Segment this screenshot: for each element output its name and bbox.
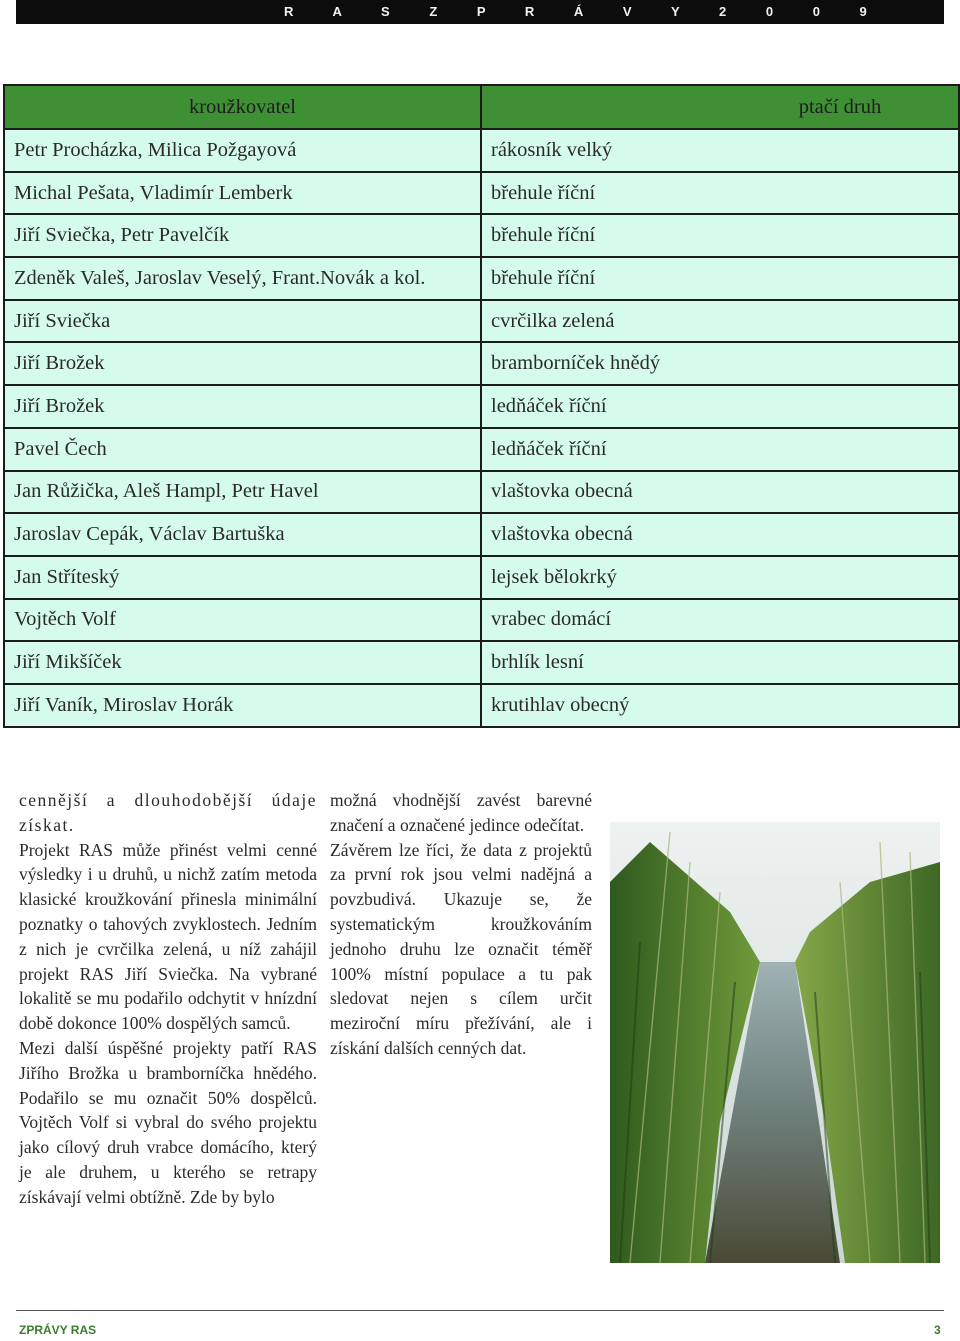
table-row	[4, 556, 959, 599]
paragraph: cennější a dlouhodobější údaje získat.	[19, 790, 317, 835]
ringer-cell: Jan Růžička, Aleš Hampl, Petr Havel	[4, 471, 481, 514]
paragraph: možná vhodnější zavést barevné značení a označené jedince odečítat.	[330, 790, 592, 835]
species-cell: brhlík lesní	[481, 641, 959, 684]
ringer-cell: Jaroslav Cepák, Václav Bartuška	[4, 513, 481, 556]
table-header-row	[4, 85, 959, 129]
table-row	[4, 599, 959, 642]
table-row	[4, 342, 959, 385]
table-row	[4, 471, 959, 514]
species-cell: bramborníček hnědý	[481, 342, 959, 385]
ringer-cell: Jiří Vaník, Miroslav Horák	[4, 684, 481, 727]
species-cell: vlaštovka obecná	[481, 513, 959, 556]
table-row	[4, 300, 959, 343]
reed-bed-photo	[610, 822, 940, 1263]
ringer-cell: Jiří Mikšíček	[4, 641, 481, 684]
species-cell: břehule říční	[481, 257, 959, 300]
ringer-cell: Zdeněk Valeš, Jaroslav Veselý, Frant.Novák a kol.	[4, 257, 481, 300]
species-cell: rákosník velký	[481, 129, 959, 172]
page-number: 3	[934, 1323, 941, 1337]
table-row	[4, 129, 959, 172]
ringer-cell: Petr Procházka, Milica Požgayová	[4, 129, 481, 172]
paragraph: Závěrem lze říci, že data z projektů za první rok jsou velmi nadějná a povzbudivá. Ukazuje se, že systematickým kroužkováním jednoho druhu lze označit téměř 100% místní populace a tu pak sledovat nejen s cílem určit meziroční míru přežívání, ale i získání dalších cenných dat.	[330, 839, 592, 1058]
ringer-cell: Jiří Brožek	[4, 385, 481, 428]
ringer-cell: Jiří Sviečka	[4, 300, 481, 343]
paragraph: Mezi další úspěšné projekty patří RAS Jiřího Brožka u bramborníčka hnědého. Podařilo se mu označit 50% dospělců. Vojtěch Volf si vybral do svého projektu jako cílový druh vrabce domácího, který je ale druhem, u kterého se retrapy získávají velmi obtížně. Zde by bylo	[19, 1037, 317, 1207]
ringer-cell: Jan Stříteský	[4, 556, 481, 599]
species-cell: vrabec domácí	[481, 599, 959, 642]
species-cell: cvrčilka zelená	[481, 300, 959, 343]
table-row	[4, 257, 959, 300]
species-cell: břehule říční	[481, 172, 959, 215]
article-column-2	[330, 788, 592, 1061]
ringer-cell: Jiří Brožek	[4, 342, 481, 385]
table-row	[4, 172, 959, 215]
header-ringer: kroužkovatel	[4, 85, 481, 129]
running-header: R A S Z P R Á V Y 2 0 0 9	[16, 0, 944, 24]
species-cell: krutihlav obecný	[481, 684, 959, 727]
species-cell: lejsek bělokrký	[481, 556, 959, 599]
paragraph: Projekt RAS může přinést velmi cenné výsledky i u druhů, u nichž zatím metoda klasické kroužkování přinesla minimální poznatky o tahových zvyklostech. Jedním z nich je cvrčilka zelená, u níž zahájil projekt RAS Jiří Sviečka. Na vybrané lokalitě se mu podařilo odchytit v hnízdní době dokonce 100% dospělých samců.	[19, 839, 317, 1034]
footer-divider	[16, 1310, 944, 1311]
species-cell: vlaštovka obecná	[481, 471, 959, 514]
footer-publication-name: ZPRÁVY RAS	[19, 1323, 97, 1337]
species-cell: ledňáček říční	[481, 428, 959, 471]
table-row	[4, 513, 959, 556]
species-cell: břehule říční	[481, 214, 959, 257]
article-column-1	[19, 788, 317, 1210]
header-species: ptačí druh	[481, 85, 959, 129]
table-row	[4, 214, 959, 257]
table-row	[4, 385, 959, 428]
ringer-cell: Pavel Čech	[4, 428, 481, 471]
ringer-cell: Michal Pešata, Vladimír Lemberk	[4, 172, 481, 215]
table-row	[4, 428, 959, 471]
ringer-cell: Vojtěch Volf	[4, 599, 481, 642]
table-row	[4, 684, 959, 727]
species-cell: ledňáček říční	[481, 385, 959, 428]
table-row	[4, 641, 959, 684]
ringer-species-table	[3, 84, 960, 728]
reed-bed-illustration	[610, 822, 940, 1263]
ringer-cell: Jiří Sviečka, Petr Pavelčík	[4, 214, 481, 257]
